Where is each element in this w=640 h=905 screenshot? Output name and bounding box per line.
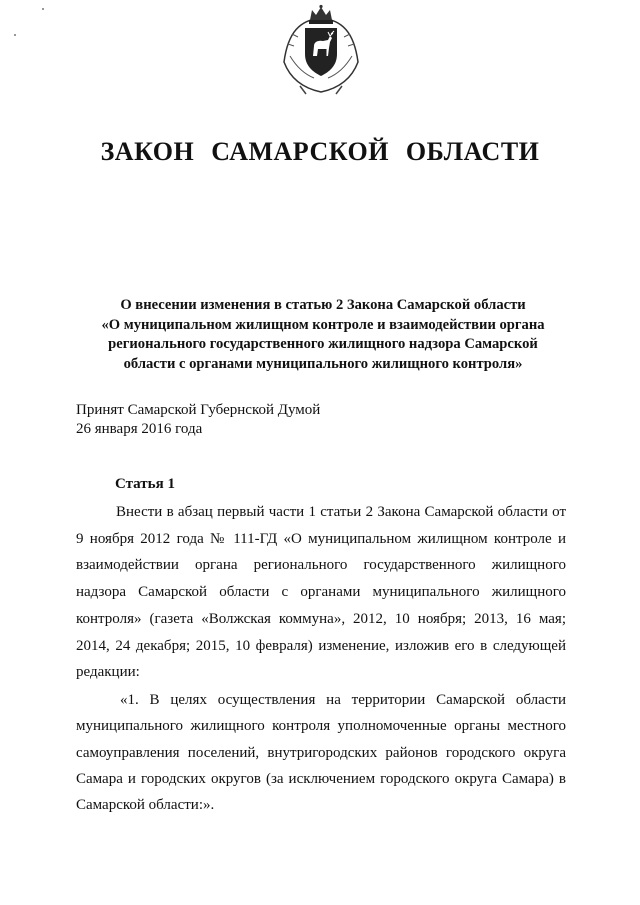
- article-body: [76, 499, 566, 686]
- subtitle-line: «О муниципальном жилищном контроле и взаимодействии органа: [101, 316, 545, 333]
- amendment-quote: [76, 687, 566, 818]
- subtitle-line: регионального государственного жилищного надзора Самарской: [108, 336, 538, 352]
- adopted-by: Принят Самарской Губернской Думой: [76, 402, 321, 418]
- article-heading: Статья 1: [115, 476, 175, 492]
- scan-speck: [42, 8, 44, 10]
- article-line: контроля» (газета «Волжская коммуна», 2012, 10 ноября; 2013, 16 мая;: [76, 610, 566, 627]
- quote-line: Самара и городских округов (за исключением городского округа Самара) в: [76, 770, 566, 787]
- quote-line: «1. В целях осуществления на территории Самарской области: [120, 692, 566, 708]
- article-line: надзора Самарской области с органами муниципального жилищного: [76, 584, 566, 601]
- article-line: 9 ноября 2012 года № 111-ГД «О муниципальном жилищном контроле и: [76, 530, 566, 547]
- law-title: ЗАКОН САМАРСКОЙ ОБЛАСТИ: [100, 137, 540, 166]
- quote-line: муниципального жилищного контроля уполномоченные органы местного: [76, 718, 566, 735]
- subtitle-line: О внесении изменения в статью 2 Закона Самарской области: [120, 297, 526, 313]
- article-line: взаимодействии органа регионального государственного жилищного: [76, 557, 566, 574]
- article-line: редакции:: [76, 664, 140, 681]
- quote-line: самоуправления поселений, внутригородских районов городского округа: [76, 744, 566, 761]
- article-line: Внести в абзац первый части 1 статьи 2 Закона Самарской области от: [116, 504, 566, 520]
- scan-speck: [14, 34, 16, 36]
- adopted-date: 26 января 2016 года: [76, 421, 203, 437]
- article-line: 2014, 24 декабря; 2015, 10 февраля) изменение, изложив его в следующей: [76, 637, 566, 654]
- adoption-info: [76, 401, 476, 439]
- subtitle-line: области с органами муниципального жилищного контроля»: [123, 355, 523, 372]
- law-subtitle: [72, 296, 574, 374]
- samara-coat-of-arms-icon: [280, 4, 362, 96]
- quote-line: Самарской области:».: [76, 797, 215, 814]
